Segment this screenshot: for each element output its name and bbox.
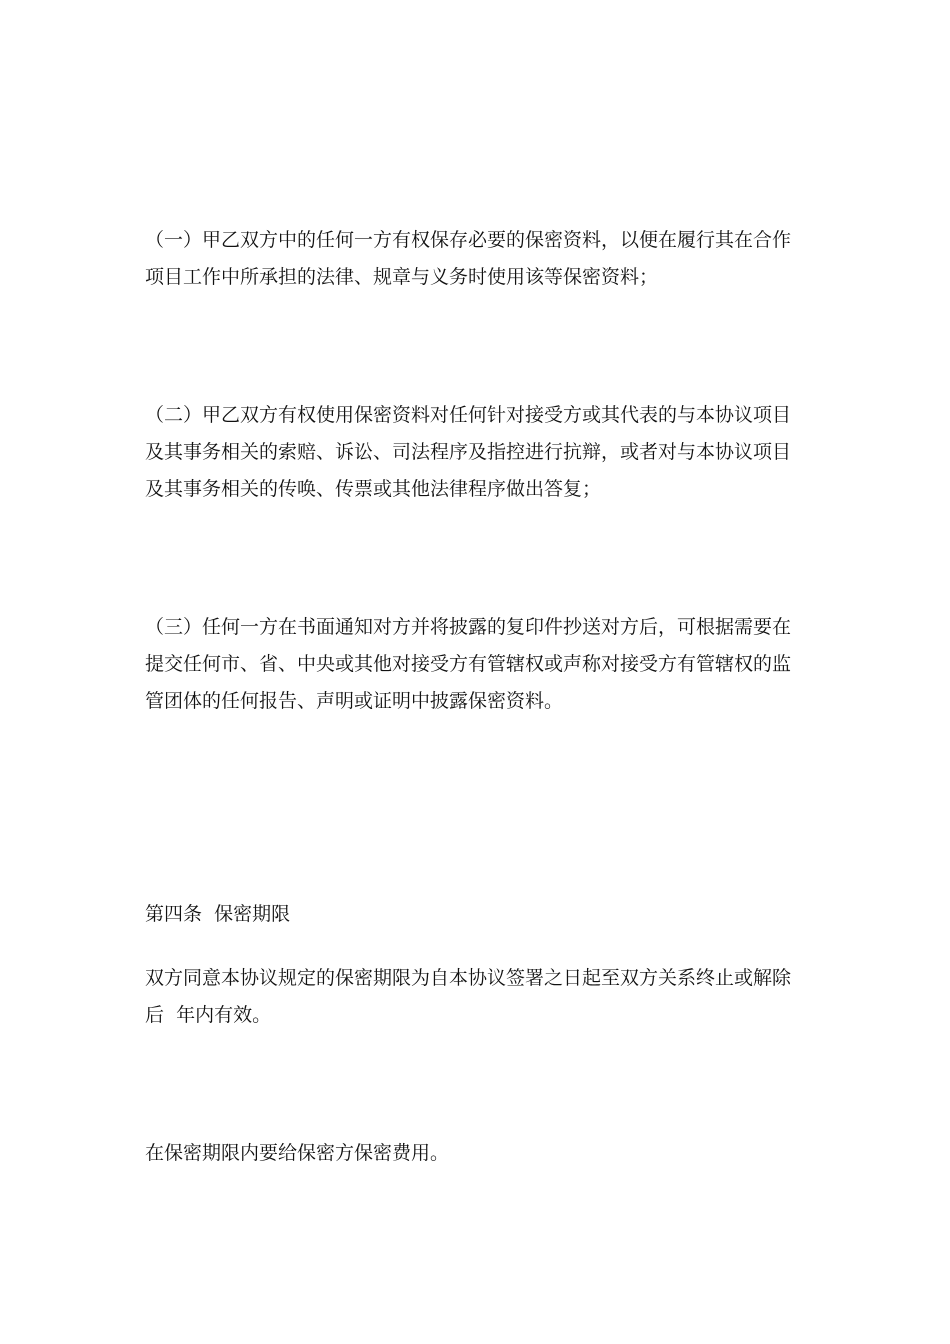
text-line: 管团体的任何报告、声明或证明中披露保密资料。 — [145, 690, 564, 712]
section-heading: 第四条 保密期限 — [145, 903, 291, 925]
text-line: 后 年内有效。 — [145, 1004, 272, 1026]
text-line: 提交任何市、省、中央或其他对接受方有管辖权或声称对接受方有管辖权的监 — [145, 653, 792, 675]
text-line: （一）甲乙双方中的任何一方有权保存必要的保密资料，以便在履行其在合作 — [145, 229, 792, 251]
article-4-fee-paragraph — [145, 1135, 800, 1172]
text-line: （二）甲乙双方有权使用保密资料对任何针对接受方或其代表的与本协议项目 — [145, 404, 792, 426]
text-line: 双方同意本协议规定的保密期限为自本协议签署之日起至双方关系终止或解除 — [145, 967, 792, 989]
clause-2-paragraph — [145, 397, 800, 508]
text-line: 项目工作中所承担的法律、规章与义务时使用该等保密资料； — [145, 266, 659, 288]
text-line: 在保密期限内要给保密方保密费用。 — [145, 1142, 450, 1164]
text-line: （三）任何一方在书面通知对方并将披露的复印件抄送对方后，可根据需要在 — [145, 616, 792, 638]
text-line: 及其事务相关的传唤、传票或其他法律程序做出答复； — [145, 478, 602, 500]
text-line: 及其事务相关的索赔、诉讼、司法程序及指控进行抗辩，或者对与本协议项目 — [145, 441, 792, 463]
clause-3-paragraph — [145, 609, 800, 720]
clause-1-paragraph — [145, 222, 800, 296]
article-4-body-paragraph — [145, 960, 800, 1034]
